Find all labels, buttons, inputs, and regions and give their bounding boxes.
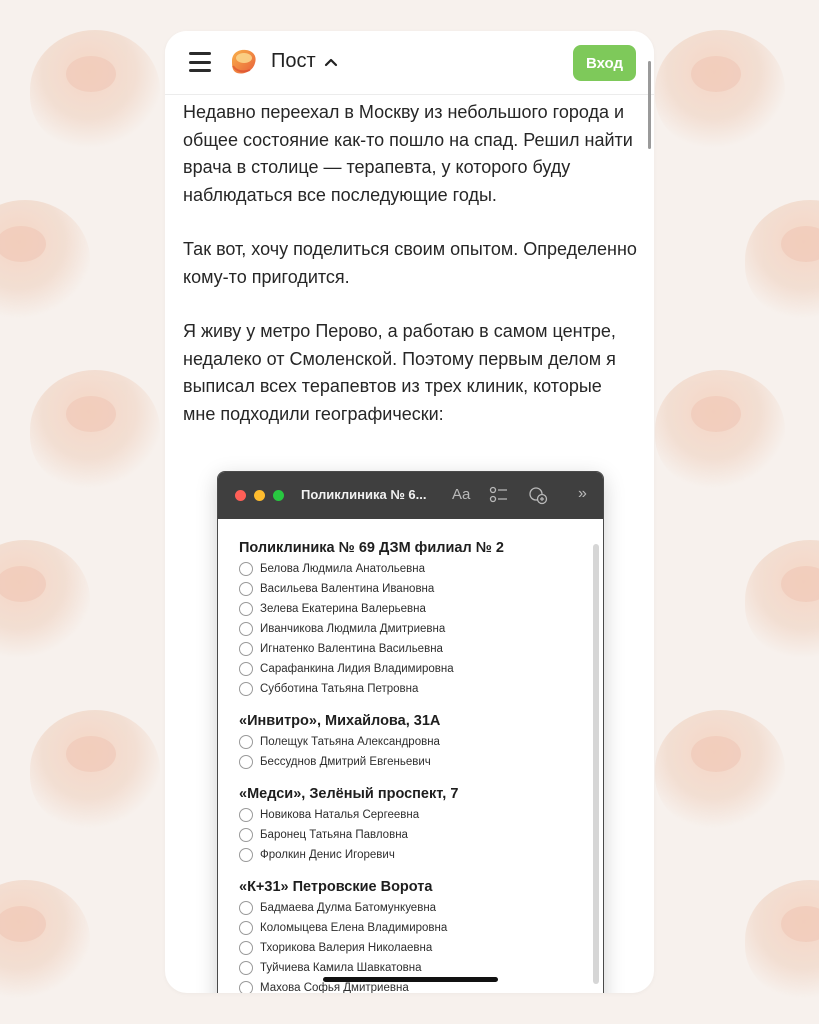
checklist-item bbox=[239, 958, 589, 978]
checkbox bbox=[239, 755, 253, 769]
doctor-name: Белова Людмила Анатольевна bbox=[260, 563, 426, 575]
checkbox bbox=[239, 981, 253, 993]
page-scrollbar[interactable] bbox=[648, 61, 651, 149]
notes-app-screenshot bbox=[217, 471, 604, 993]
login-button[interactable]: Вход bbox=[573, 45, 636, 81]
clinic-heading: «К+31» Петровские Ворота bbox=[239, 879, 433, 895]
text-format-icon: Aa bbox=[452, 486, 471, 503]
checklist-item bbox=[239, 918, 589, 938]
background-decoration bbox=[30, 710, 160, 830]
doctor-name: Бессуднов Дмитрий Евгеньевич bbox=[260, 756, 431, 768]
checkbox bbox=[239, 602, 253, 616]
checkbox bbox=[239, 901, 253, 915]
checklist-item bbox=[239, 579, 589, 599]
checkbox bbox=[239, 961, 253, 975]
background-decoration bbox=[0, 880, 90, 1000]
article-paragraph: Я живу у метро Перово, а работаю в самом центре, недалеко от Смоленской. Поэтому первым делом я выписал всех терапевтов из трех клиник, которые мне подходили географически: bbox=[183, 321, 616, 424]
checkbox bbox=[239, 662, 253, 676]
clinic-heading: Поликлиника № 69 ДЗМ филиал № 2 bbox=[239, 540, 504, 556]
article-paragraph: Так вот, хочу поделиться своим опытом. Определенно кому-то пригодится. bbox=[183, 239, 637, 287]
background-decoration bbox=[655, 30, 785, 150]
checklist-item bbox=[239, 559, 589, 579]
clinic-section bbox=[239, 538, 589, 699]
article-body bbox=[183, 99, 639, 455]
background-decoration bbox=[745, 880, 819, 1000]
background-decoration bbox=[655, 710, 785, 830]
checkbox bbox=[239, 562, 253, 576]
doctor-name: Игнатенко Валентина Васильевна bbox=[260, 643, 443, 655]
checklist-icon bbox=[489, 485, 509, 505]
checklist-item bbox=[239, 659, 589, 679]
doctor-name: Коломыцева Елена Владимировна bbox=[260, 922, 448, 934]
checklist-item bbox=[239, 732, 589, 752]
clinic-heading: «Инвитро», Михайлова, 31А bbox=[239, 713, 441, 729]
checkbox bbox=[239, 828, 253, 842]
checklist-item bbox=[239, 825, 589, 845]
article-paragraph: Недавно переехал в Москву из небольшого города и общее состояние как-то пошло на спад. Решил найти врача в столице — терапевта, у которого буду наблюдаться все последующие годы. bbox=[183, 102, 633, 205]
notes-titlebar bbox=[218, 472, 603, 519]
background-decoration bbox=[0, 540, 90, 660]
window-zoom-dot bbox=[273, 490, 284, 501]
doctor-name: Тхорикова Валерия Николаевна bbox=[260, 942, 433, 954]
clinic-section bbox=[239, 784, 589, 865]
clinic-heading: «Медси», Зелёный проспект, 7 bbox=[239, 786, 459, 802]
checklist-item bbox=[239, 599, 589, 619]
top-bar bbox=[165, 31, 654, 95]
hamburger-menu-icon[interactable] bbox=[189, 52, 211, 72]
checklist-item bbox=[239, 805, 589, 825]
checkbox bbox=[239, 848, 253, 862]
background-decoration bbox=[745, 200, 819, 320]
notes-window-title: Поликлиника № 6... bbox=[301, 487, 427, 502]
phone-screen bbox=[165, 31, 654, 993]
doctor-name: Сарафанкина Лидия Владимировна bbox=[260, 663, 454, 675]
clinic-section bbox=[239, 711, 589, 772]
clinic-section bbox=[239, 877, 589, 993]
checkbox bbox=[239, 735, 253, 749]
doctor-name: Новикова Наталья Сергеевна bbox=[260, 809, 420, 821]
checklist-item bbox=[239, 938, 589, 958]
window-minimize-dot bbox=[254, 490, 265, 501]
checkbox bbox=[239, 582, 253, 596]
window-close-dot bbox=[235, 490, 246, 501]
checkbox bbox=[239, 941, 253, 955]
doctor-name: Васильева Валентина Ивановна bbox=[260, 583, 435, 595]
doctor-name: Субботина Татьяна Петровна bbox=[260, 683, 419, 695]
collaborate-icon bbox=[528, 485, 548, 505]
chevron-up-icon bbox=[324, 57, 338, 67]
checklist-item bbox=[239, 679, 589, 699]
checkbox bbox=[239, 808, 253, 822]
checkbox bbox=[239, 622, 253, 636]
doctor-name: Полещук Татьяна Александровна bbox=[260, 736, 440, 748]
doctor-name: Иванчикова Людмила Дмитриевна bbox=[260, 623, 446, 635]
notes-scrollbar bbox=[593, 544, 599, 984]
doctor-name: Туйчиева Камила Шавкатовна bbox=[260, 962, 422, 974]
checklist-item bbox=[239, 619, 589, 639]
app-logo-icon bbox=[227, 47, 259, 77]
notes-content bbox=[239, 538, 589, 993]
doctor-name: Баронец Татьяна Павловна bbox=[260, 829, 408, 841]
brand-switcher[interactable] bbox=[271, 50, 338, 73]
background-decoration bbox=[655, 370, 785, 490]
doctor-name: Фролкин Денис Игоревич bbox=[260, 849, 395, 861]
background-decoration bbox=[30, 30, 160, 150]
background-decoration bbox=[0, 200, 90, 320]
background-decoration bbox=[30, 370, 160, 490]
checkbox bbox=[239, 921, 253, 935]
doctor-name: Махова Софья Дмитриевна bbox=[260, 982, 409, 993]
doctor-name: Бадмаева Дулма Батомункуевна bbox=[260, 902, 437, 914]
home-indicator[interactable] bbox=[323, 977, 498, 982]
doctor-name: Зелева Екатерина Валерьевна bbox=[260, 603, 426, 615]
checklist-item bbox=[239, 898, 589, 918]
background-decoration bbox=[745, 540, 819, 660]
brand-label: Пост bbox=[271, 50, 316, 72]
more-options-icon: » bbox=[578, 485, 587, 502]
checkbox bbox=[239, 682, 253, 696]
checkbox bbox=[239, 642, 253, 656]
checklist-item bbox=[239, 845, 589, 865]
checklist-item bbox=[239, 752, 589, 772]
checklist-item bbox=[239, 639, 589, 659]
